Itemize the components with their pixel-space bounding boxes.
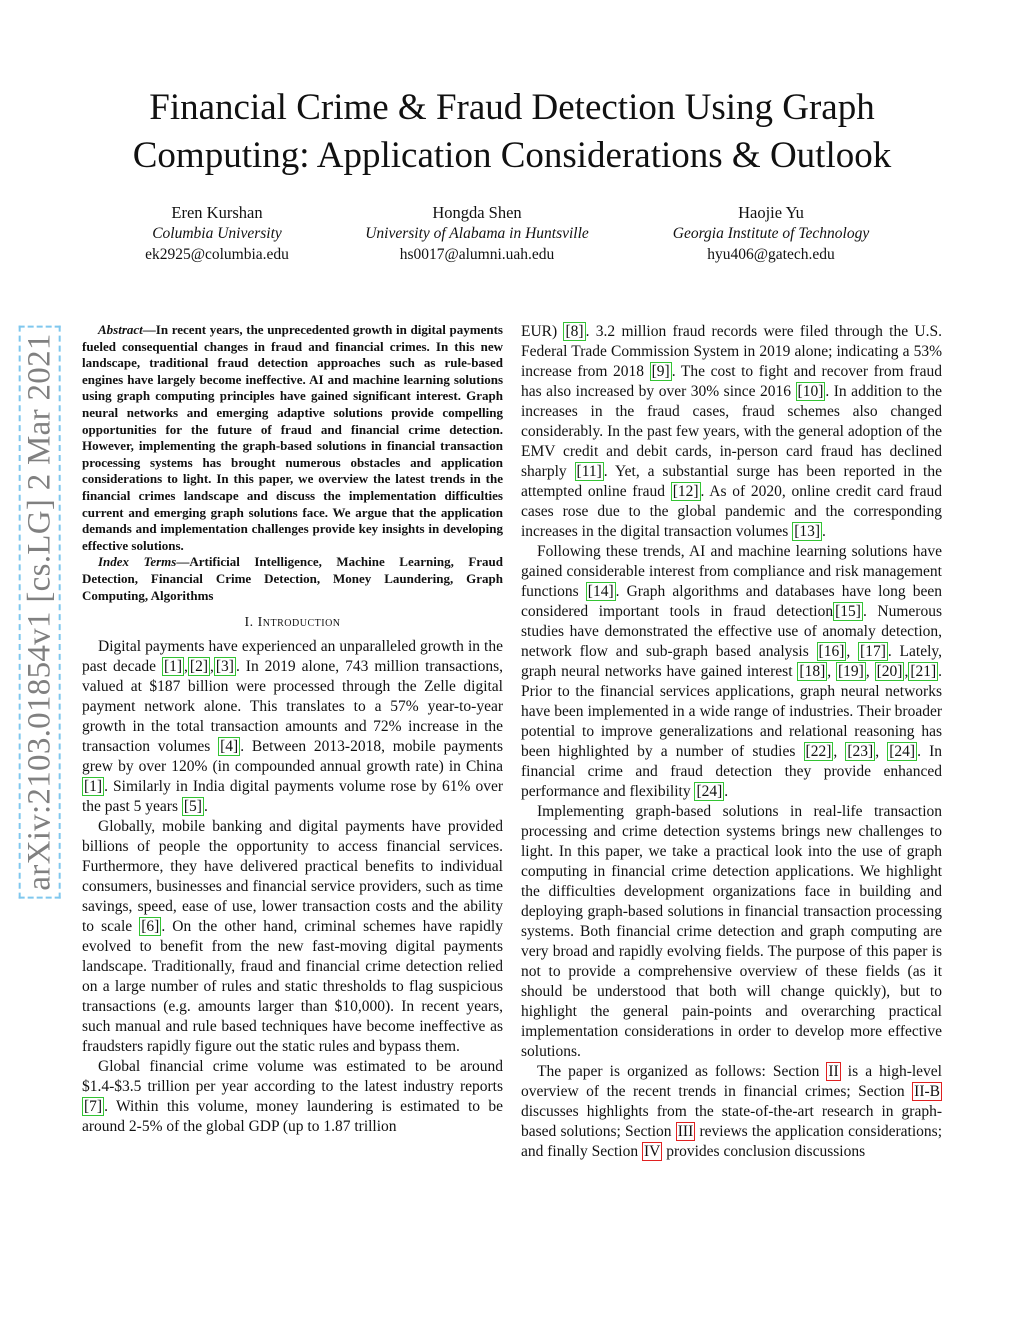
citation-link[interactable]: [1] (84, 778, 103, 796)
author-name: Eren Kurshan (171, 203, 263, 222)
paragraph-text: . Prior to the financial services applications, graph neural networks have been implemented in a wide range of industries. Their broader potential to improve generalizations and relational reasoning has been highlighted by a number of studies (521, 663, 943, 760)
author-name: Hongda Shen (432, 203, 522, 222)
paragraph-text: Digital payments have experienced an unparalleled growth in the past decade (82, 638, 503, 676)
paragraph-text: . In financial crime and fraud detection they provide enhanced performance and flexibility (521, 743, 942, 800)
paragraph-text: provides conclusion discussions (662, 1143, 866, 1160)
paragraph-text: reviews the application considerations; and finally Section (521, 1123, 942, 1160)
left-column (82, 322, 503, 1137)
paragraph-text: . The cost to fight and recover from fraud has also increased by over 30% since 2016 (521, 363, 942, 400)
paper-title (0, 84, 1024, 180)
citation-link[interactable]: [11] (576, 463, 602, 480)
section-link[interactable]: II (828, 1063, 839, 1080)
citation-link[interactable]: [4] (220, 738, 239, 756)
paragraph-text: . Between 2013-2018, mobile payments grew by over 120% (in compounded annual growth rate) in China (82, 738, 504, 776)
paragraph (521, 1062, 942, 1162)
paragraph-text: Globally, mobile banking and digital payments have provided billions of people the opportunity to access financial services. Furthermore, they have delivered practical benefits to individual consumers, businesses and financial service providers, such as time savings, speed, ease of use, lower transaction costs and the ability to scale (82, 818, 503, 936)
citation-link[interactable]: [1] (163, 658, 183, 676)
author-email: hyu406@gatech.edu (707, 246, 835, 263)
paragraph-text: Global financial crime volume was estimated to be around $1.4-$3.5 trillion per year according to the latest industry reports (82, 1058, 503, 1096)
citation-link[interactable]: [19] (838, 663, 864, 680)
citation-link[interactable]: [12] (672, 483, 699, 500)
citation-link[interactable]: [16] (818, 643, 845, 660)
author-name: Haojie Yu (738, 203, 804, 222)
citation-link[interactable]: [8] (565, 323, 584, 340)
paragraph-text: . Yet, a substantial surge has been reported in the attempted online fraud (521, 463, 942, 500)
paragraph-text: Following these trends, AI and machine learning solutions have gained considerable interest from compliance and risk management functions (521, 543, 942, 600)
paragraph-text: . In 2019 alone, 743 million transactions, valued at $187 billion were processed through the Zelle digital payment network alone. This translates to a 57% year-to-year growth in the total transaction amounts and 72% increase in the transaction volumes (82, 658, 503, 756)
paragraph-text: , (846, 643, 859, 660)
author-affiliation: Georgia Institute of Technology (672, 225, 870, 242)
abstract-label: Abstract (98, 322, 143, 337)
author-email: hs0017@alumni.uah.edu (399, 246, 555, 263)
paragraph-text: is a high-level overview of the recent trends in financial crimes; Section (521, 1063, 942, 1100)
paragraph-text: discusses highlights from the state-of-the-art research in graph-based solutions; Section (521, 1103, 942, 1140)
citation-link[interactable]: [17] (860, 643, 886, 660)
abstract (82, 322, 503, 604)
paragraph-text: . Lately, graph neural networks have gained interest (521, 643, 942, 680)
paragraph-text: . Within this volume, money laundering is estimated to be around 2-5% of the global GDP (up to 1.87 trillion (82, 1098, 503, 1136)
citation-link[interactable]: [9] (651, 363, 670, 380)
paragraph-text: . Graph algorithms and databases have long been considered important tools in fraud detection (521, 583, 942, 620)
paragraph-text: , (209, 658, 214, 676)
author-affiliation: University of Alabama in Huntsville (365, 225, 589, 242)
paragraph (521, 542, 942, 802)
author-email: ek2925@columbia.edu (145, 246, 289, 263)
index-terms-label: Index Terms (98, 554, 177, 570)
author-2 (312, 202, 642, 265)
citation-link[interactable]: [15] (835, 603, 861, 620)
citation-link[interactable]: [14] (587, 583, 614, 600)
paragraph-text: . Numerous studies have demonstrated the effective use of anomaly detection, network flow and sub-graph based analysis (521, 603, 943, 660)
paragraph (82, 817, 503, 1057)
citation-link[interactable]: [10] (797, 383, 824, 400)
citation-link[interactable]: [7] (84, 1098, 103, 1116)
paragraph-text: , (833, 743, 846, 760)
title-line-2: Computing: Application Considerations & Outlook (132, 135, 892, 176)
citation-link[interactable]: [22] (805, 743, 832, 760)
paragraph-text: , (184, 658, 188, 676)
citation-link[interactable]: [2] (189, 658, 208, 676)
abstract-text: —In recent years, the unprecedented growth in digital payments fueled consequential changes in fraud and financial crimes. In this new landscape, traditional fraud detection approaches such as rule-based engines have largely become ineffective. AI and machine learning solutions using graph computing principles have gained significant interest. Graph neural networks and emerging adaptive solutions provide compelling opportunities for the future of fraud and financial crime detection. However, implementing the graph-based solutions in financial transaction processing systems has brought numerous obstacles and application considerations to light. In this paper, we overview the latest trends in the financial crimes landscape and discuss the implementation difficulties current and emerging graph solutions face. We argue that the application demands and implementation challenges provide key insights in developing effective solutions. (82, 322, 503, 553)
right-body (521, 322, 942, 1162)
citation-link[interactable]: [5] (183, 798, 202, 816)
paragraph-text: . Similarly in India digital payments volume rose by 61% over the past 5 years (82, 778, 503, 816)
paragraph-text: . In addition to the increases in the fraud cases, fraud schemes also changed considerably. In the past few years, with the general adoption of the EMV credit and debit cards, in-person card fraud has declined sharply (521, 383, 942, 480)
section-link[interactable]: II-B (914, 1083, 940, 1100)
paragraph (521, 322, 942, 542)
section-link[interactable]: IV (643, 1143, 661, 1160)
paragraph (521, 802, 942, 1062)
title-line-1: Financial Crime & Fraud Detection Using Graph (149, 87, 875, 128)
paragraph-text: . On the other hand, criminal schemes have rapidly evolved to benefit from the new fast-moving digital payments landscape. Traditionally, fraud and financial crime detection relied on a large number of rules and static thresholds to flag suspicious transactions (e.g. amounts larger than $10,000). In recent years, such manual and rule based techniques have become ineffective as fraudsters rapidly figure out the static rules and bypass them. (82, 918, 503, 1056)
citation-link[interactable]: [21] (910, 663, 937, 680)
citation-link[interactable]: [6] (141, 918, 160, 936)
citation-link[interactable]: [18] (799, 663, 826, 680)
section-heading-introduction: I. Introduction (244, 615, 341, 631)
citation-link[interactable]: [23] (847, 743, 874, 760)
paragraph-text: . As of 2020, online credit card fraud cases rose due to the global pandemic and the corresponding increases in the digital transaction volumes (521, 483, 942, 540)
paragraph-text: EUR) (521, 323, 564, 340)
citation-link[interactable]: [13] (794, 523, 821, 540)
citation-link[interactable]: [20] (876, 663, 903, 680)
author-3 (606, 202, 936, 265)
paragraph-text: . (203, 798, 208, 816)
paragraph-text: Implementing graph-based solutions in real-life transaction processing and crime detection systems brings new challenges to light. In this paper, we take a practical look into the use of graph computing in financial crime detection applications. We highlight the difficulties development organizations face in building and deploying graph-based solutions in financial transaction processing systems. Both financial crime detection and graph computing are very broad and rapidly evolving fields. The purpose of this paper is not to provide a comprehensive overview of these fields (as it should be understood that both will change quickly), but to highlight the general pain-points and overarching practical implementation considerations in order to develop more effective solutions. (521, 803, 942, 1060)
left-body (82, 637, 503, 1137)
paragraph (82, 1057, 503, 1137)
paragraph-text: , (875, 743, 888, 760)
paragraph-text: . 3.2 million fraud records were filed through the U.S. Federal Trade Commission System in 2019 alone; indicating a 53% increase from 2018 (521, 323, 942, 380)
index-terms-text: —Artificial Intelligence, Machine Learning, Fraud Detection, Financial Crime Detection, Money Laundering, Graph Computing, Algorithms (82, 554, 503, 603)
arxiv-stamp[interactable] (20, 322, 60, 902)
paragraph-text: , (865, 663, 875, 680)
citation-link[interactable]: [24] (889, 743, 916, 760)
paragraph-text: , (827, 663, 837, 680)
citation-link[interactable]: [24] (696, 783, 723, 800)
paragraph (82, 637, 503, 817)
citation-link[interactable]: [3] (215, 658, 234, 676)
paragraph-text: , (904, 663, 909, 680)
paragraph-text: . (724, 783, 729, 800)
author-affiliation: Columbia University (152, 225, 282, 242)
paragraph-text: . (822, 523, 826, 540)
right-column (521, 322, 942, 1162)
section-link[interactable]: III (677, 1123, 694, 1140)
arxiv-identifier[interactable]: arXiv:2103.01854v1 [cs.LG] 2 Mar 2021 (19, 325, 61, 898)
paragraph-text: The paper is organized as follows: Section (537, 1063, 827, 1080)
